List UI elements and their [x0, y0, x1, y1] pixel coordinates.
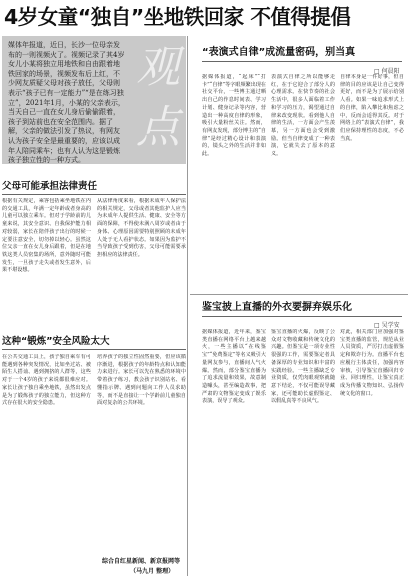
- body-col-3: 对此，相关部门应加强对鉴宝类直播的监管，规范从业人员资质，严厉打击虚假鉴定和欺诈行为。直播平台也应履行主体责任，加强内容审核，引导鉴宝直播回归专业、回归理性，让鉴宝真正成为传播文物知识、弘扬传统文化的窗口。: [340, 329, 404, 397]
- section-body-safety: [2, 354, 186, 554]
- article-separator: [190, 294, 408, 295]
- body-col-2: 表演式自律之所以能够走红，在于它迎合了部分人的心理需求。在快节奏的社会生活中，很多人面临着工作和学习的压力，渴望通过自律来改变现状。看到他人自律的生活，一方面会产生羡慕，另一方面也会受到激励。但当自律变成了一种表演，它就失去了原本的意义。: [271, 74, 335, 158]
- section-body-legal: [2, 198, 186, 328]
- article-body-discipline: [202, 74, 404, 286]
- section-underline: [2, 349, 186, 350]
- section-title-safety-risk: 这种“锻炼”安全风险太大: [2, 336, 110, 347]
- body-col-2: 培养孩子的独立性固然重要，但应该循序渐进，根据孩子的年龄特点和认知能力来进行。家长可以先在熟悉的环境中带着孩子练习，教会孩子识别站名、看懂指示牌、遇到问题向工作人员求助等，而不是直接让一个学龄前儿童独自面对复杂的公共环境。: [97, 354, 186, 407]
- compiler-note: （马九月 整理）: [130, 568, 175, 575]
- lead-summary-box: [2, 36, 186, 164]
- section-title-legal-responsibility: 父母可能承担法律责任: [2, 181, 98, 192]
- body-col-2: 从法律角度来看，根据未成年人保护法的相关规定，父母或者其他监护人应当为未成年人提供生活、健康、安全等方面的保障，不得使未满八周岁或者由于身体、心理原因需要特别照顾的未成年人处于无人看护状态。如果因为监护不当导致孩子受到伤害，父母可能需要承担相应的法律责任。: [97, 198, 186, 258]
- body-col-1: 在公共交通工具上，孩子独自乘车有可能遇到各种突发情况，比如坐过站、被陌生人搭讪、遇到拥挤的人群等，这些对于一个4岁的孩子来说都很难应对。家长让孩子独自乘坐地铁，虽然出发点是为了锻炼孩子的独立能力，但这种方式存在很大的安全隐患。: [2, 354, 91, 407]
- author-byline: □ 吴学安: [374, 322, 400, 329]
- body-col-1: 据媒体报道，“起床”“打卡”“自律”等字眼频繁出现在社交平台，一些博主通过晒出自己的作息时间表、学习计划、健身记录等内容，营造出一种高度自律的形象，吸引大量粉丝关注。然而，有网友发现，部分博主的“自律”是经过精心设计和表演的，镜头之外的生活并非如此。: [202, 74, 266, 158]
- title-underline: [202, 316, 402, 317]
- left-column: [2, 36, 186, 582]
- column-divider: [187, 36, 188, 576]
- viewpoint-seal: 观点: [136, 42, 180, 153]
- section-underline: [2, 194, 186, 195]
- article-body-appraisal: [202, 329, 404, 579]
- lead-text: 媒体年报道，近日，长沙一位母亲发布的一则视频火了。视频记录了其4岁女儿小某将独立用地铁和自由跟着地铁回家的场景，视频发布后上红，不少网友质疑父母对孩子放任，父母则表示“孩子已有一定能力”“是在练习独立”，2021年1月，小某的父亲表示，当天自己一直在女儿身后偷偷跟着，孩子到站前也在安全范围内。据了解，父亲的做法引发了热议，有网友认为孩子安全是最重要的，应该以成年人陪同乘车；也有人认为这是锻炼孩子独立性的一种方式。: [8, 41, 125, 165]
- body-col-1: 据媒体报道，近年来，鉴宝类直播在网络平台上越来越火，一些主播以“在线鉴宝”“免费鉴定”等名义吸引大量网友参与，直播间人气火爆。然而，部分鉴宝直播为了追求流量和效果，故意制造噱头，甚至编造故事，把严肃的文物鉴定变成了娱乐表演，误导了观众。: [202, 329, 266, 405]
- body-col-3: 自律本身是一件好事，但自律的目的应该是让自己变得更好，而不是为了展示给别人看。如果一味追求形式上的自律，陷入攀比和焦虑之中，反而会适得其反。对于网络上的“表演式自律”，我们应保持理性的态度，不必当真。: [340, 74, 404, 142]
- author-byline: □ 何晨阳: [374, 68, 400, 75]
- article-title-performative-discipline: “表演式自律”成流量密码，别当真: [202, 47, 356, 58]
- main-headline: 4岁女童“独自”坐地铁回家 不值得提倡: [4, 5, 351, 29]
- body-col-2: 鉴宝直播的火爆，反映了公众对文物收藏和传统文化的兴趣。但鉴宝是一项专业性很强的工作，需要鉴定者具备深厚的专业知识和丰富的实践经验。一些主播缺乏专业资质，仅凭肉眼观察就随意下结论，不仅可能误导藏家，还可能助长虚假鉴定、以假乱真等不良风气。: [271, 329, 335, 405]
- source-note: 综合自红星新闻、新京报网等: [102, 558, 181, 565]
- article-title-appraisal-livestream: 鉴宝披上直播的外衣要摒弃娱乐化: [202, 302, 352, 313]
- body-col-1: 根据有关规定，乘客包括乘坐地铁在内的交通工具，年满一定年龄或者身高的儿童可以独立乘车。但对于学龄前的儿童来说，其安全意识、自我保护能力相对较弱，家长在陪伴孩子出行的时候一定要注意安全，切勿掉以轻心。虽然这位父亲一直在女儿身后跟着，但是在地铁这类人员密集的场所，意外随时可能发生，一旦孩子走失或者发生意外，后果不堪设想。: [2, 198, 91, 274]
- right-column: [190, 36, 408, 582]
- title-underline: [202, 61, 402, 62]
